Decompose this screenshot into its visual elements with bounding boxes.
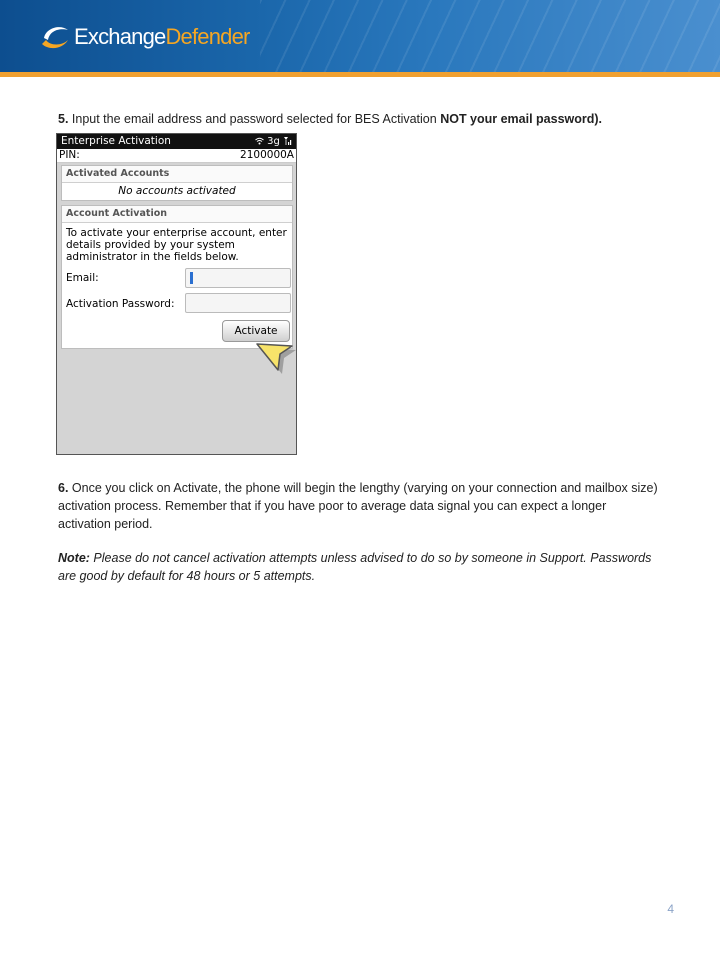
email-field[interactable] bbox=[185, 268, 291, 288]
account-activation-header: Account Activation bbox=[62, 206, 292, 223]
activated-accounts-header: Activated Accounts bbox=[62, 166, 292, 183]
account-activation-description: To activate your enterprise account, enter details provided by your system administrator in the fields below. bbox=[66, 227, 287, 263]
account-activation-panel bbox=[61, 205, 293, 349]
signal-icon bbox=[283, 136, 293, 147]
phone-screenshot bbox=[56, 133, 297, 455]
cursor-arrow-icon bbox=[254, 336, 298, 376]
header-banner bbox=[0, 0, 720, 72]
text-cursor bbox=[190, 272, 193, 284]
phone-pin-row bbox=[57, 149, 296, 163]
logo-text-exchange: Exchange bbox=[74, 24, 166, 49]
pin-label: PIN: bbox=[59, 149, 80, 161]
step-5-text bbox=[58, 110, 678, 128]
logo-wordmark bbox=[74, 26, 250, 48]
phone-status-indicators bbox=[255, 134, 293, 149]
exchangedefender-logo bbox=[38, 17, 250, 57]
no-accounts-text: No accounts activated bbox=[118, 185, 236, 197]
logo-swoosh-icon bbox=[38, 20, 72, 54]
phone-title: Enterprise Activation bbox=[61, 135, 171, 147]
step-6-number: 6. bbox=[58, 481, 69, 495]
network-type: 3g bbox=[267, 136, 280, 147]
note-label: Note: bbox=[58, 551, 90, 565]
activated-accounts-panel bbox=[61, 165, 293, 201]
phone-title-bar bbox=[57, 134, 296, 149]
activate-button[interactable]: Activate bbox=[222, 320, 290, 342]
note-text: Please do not cancel activation attempts unless advised to do so by someone in Support. Passwords are good by default for 48 hours or 5 attempts. bbox=[58, 551, 652, 583]
header-accent-rule bbox=[0, 72, 720, 77]
activation-password-label: Activation Password: bbox=[66, 298, 175, 310]
step-5-emphasis: NOT your email password). bbox=[440, 112, 603, 126]
wifi-icon bbox=[255, 136, 267, 147]
email-label: Email: bbox=[66, 272, 99, 284]
step-5-instruction: Input the email address and password selected for BES Activation bbox=[68, 112, 441, 126]
support-note bbox=[58, 549, 658, 585]
banner-decoration bbox=[260, 0, 720, 72]
step-6-text bbox=[58, 479, 658, 533]
step-6-instruction: Once you click on Activate, the phone will begin the lengthy (varying on your connection and mailbox size) activation process. Remember that if you have poor to average data signal you can expect a longer activation period. bbox=[58, 481, 658, 531]
pin-value: 2100000A bbox=[240, 149, 294, 161]
step-5-number: 5. bbox=[58, 112, 69, 126]
activation-password-field[interactable] bbox=[185, 293, 291, 313]
page-number: 4 bbox=[667, 902, 674, 916]
logo-text-defender: Defender bbox=[165, 24, 250, 49]
